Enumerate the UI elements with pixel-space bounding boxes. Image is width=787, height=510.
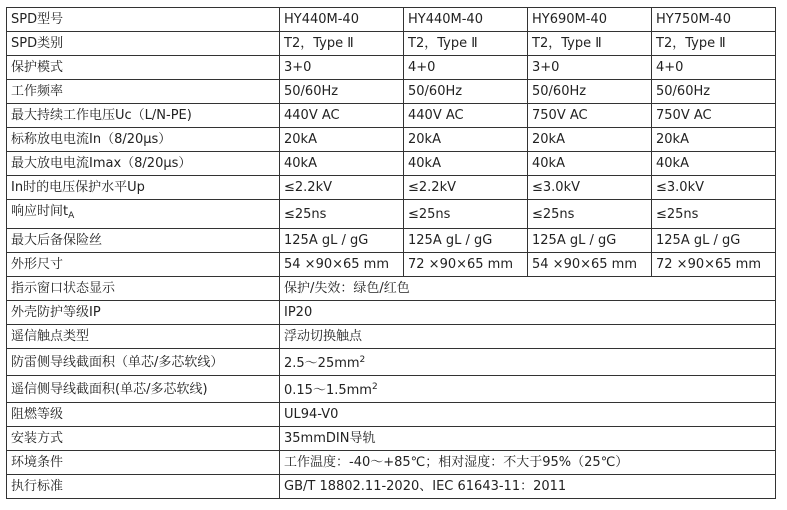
row-label: 保护模式 bbox=[7, 56, 280, 80]
table-cell: ≤25ns bbox=[280, 200, 404, 229]
table-cell: 20kA bbox=[404, 128, 528, 152]
table-row bbox=[7, 8, 776, 32]
table-row bbox=[7, 301, 776, 325]
table-row bbox=[7, 80, 776, 104]
table-cell: 440V AC bbox=[404, 104, 528, 128]
table-row bbox=[7, 200, 776, 229]
table-cell: 50/60Hz bbox=[404, 80, 528, 104]
row-label: 外形尺寸 bbox=[7, 253, 280, 277]
table-cell: 20kA bbox=[652, 128, 776, 152]
table-cell: 72 ×90×65 mm bbox=[404, 253, 528, 277]
table-row bbox=[7, 277, 776, 301]
table-row bbox=[7, 176, 776, 200]
cell-value-text: 0.15～1.5mm bbox=[284, 383, 372, 398]
table-cell: T2，Type Ⅱ bbox=[280, 32, 404, 56]
table-row bbox=[7, 475, 776, 499]
table-cell-merged bbox=[280, 349, 776, 376]
table-cell: 40kA bbox=[528, 152, 652, 176]
table-cell: ≤25ns bbox=[652, 200, 776, 229]
cell-value-superscript: 2 bbox=[359, 355, 366, 365]
table-row bbox=[7, 403, 776, 427]
row-label: 标称放电电流In（8/20μs） bbox=[7, 128, 280, 152]
table-cell: 125A gL / gG bbox=[280, 229, 404, 253]
table-cell: HY440M-40 bbox=[404, 8, 528, 32]
row-label: In时的电压保护水平Up bbox=[7, 176, 280, 200]
table-cell: 750V AC bbox=[652, 104, 776, 128]
table-cell: T2，Type Ⅱ bbox=[528, 32, 652, 56]
table-row bbox=[7, 427, 776, 451]
table-row bbox=[7, 152, 776, 176]
row-label: 防雷侧导线截面积（单芯/多芯软线） bbox=[7, 349, 280, 376]
table-cell-merged: IP20 bbox=[280, 301, 776, 325]
table-cell-merged: GB/T 18802.11-2020、IEC 61643-11：2011 bbox=[280, 475, 776, 499]
table-cell: 54 ×90×65 mm bbox=[528, 253, 652, 277]
table-cell: 50/60Hz bbox=[652, 80, 776, 104]
table-cell: T2，Type Ⅱ bbox=[404, 32, 528, 56]
table-row bbox=[7, 128, 776, 152]
table-row bbox=[7, 32, 776, 56]
table-cell-merged: 35mmDIN导轨 bbox=[280, 427, 776, 451]
table-cell: 50/60Hz bbox=[280, 80, 404, 104]
table-cell: 125A gL / gG bbox=[404, 229, 528, 253]
row-label-subscript: A bbox=[68, 211, 75, 221]
row-label: 指示窗口状态显示 bbox=[7, 277, 280, 301]
table-cell-merged: 工作温度：-40～+85℃；相对湿度：不大于95%（25℃） bbox=[280, 451, 776, 475]
table-row bbox=[7, 104, 776, 128]
row-label: 最大持续工作电压Uc（L/N-PE) bbox=[7, 104, 280, 128]
table-row bbox=[7, 376, 776, 403]
table-cell: 40kA bbox=[280, 152, 404, 176]
table-row bbox=[7, 253, 776, 277]
row-label: 遥信触点类型 bbox=[7, 325, 280, 349]
table-row bbox=[7, 56, 776, 80]
table-cell: 125A gL / gG bbox=[528, 229, 652, 253]
row-label: 执行标准 bbox=[7, 475, 280, 499]
table-cell: ≤2.2kV bbox=[404, 176, 528, 200]
table-cell: ≤25ns bbox=[528, 200, 652, 229]
table-cell: HY690M-40 bbox=[528, 8, 652, 32]
row-label: SPD型号 bbox=[7, 8, 280, 32]
spec-table bbox=[6, 7, 776, 499]
cell-value-text: 2.5～25mm bbox=[284, 356, 360, 371]
table-cell: 750V AC bbox=[528, 104, 652, 128]
row-label: SPD类别 bbox=[7, 32, 280, 56]
table-cell: 20kA bbox=[280, 128, 404, 152]
row-label: 最大后备保险丝 bbox=[7, 229, 280, 253]
table-cell: ≤2.2kV bbox=[280, 176, 404, 200]
row-label bbox=[7, 200, 280, 229]
table-cell: 54 ×90×65 mm bbox=[280, 253, 404, 277]
table-cell: 125A gL / gG bbox=[652, 229, 776, 253]
table-row bbox=[7, 325, 776, 349]
table-row bbox=[7, 451, 776, 475]
table-cell-merged: 保护/失效：绿色/红色 bbox=[280, 277, 776, 301]
table-cell: 3+0 bbox=[528, 56, 652, 80]
table-cell: 40kA bbox=[404, 152, 528, 176]
table-cell: 72 ×90×65 mm bbox=[652, 253, 776, 277]
table-cell: ≤3.0kV bbox=[528, 176, 652, 200]
table-cell: ≤25ns bbox=[404, 200, 528, 229]
table-cell: 440V AC bbox=[280, 104, 404, 128]
row-label: 工作频率 bbox=[7, 80, 280, 104]
row-label: 最大放电电流Imax（8/20μs） bbox=[7, 152, 280, 176]
table-cell-merged: UL94-V0 bbox=[280, 403, 776, 427]
row-label-text: 响应时间t bbox=[11, 204, 69, 219]
table-cell: 40kA bbox=[652, 152, 776, 176]
row-label: 外壳防护等级IP bbox=[7, 301, 280, 325]
table-cell: 4+0 bbox=[404, 56, 528, 80]
row-label: 遥信侧导线截面积(单芯/多芯软线) bbox=[7, 376, 280, 403]
table-cell: HY750M-40 bbox=[652, 8, 776, 32]
table-cell: 20kA bbox=[528, 128, 652, 152]
table-cell: 4+0 bbox=[652, 56, 776, 80]
table-cell: 50/60Hz bbox=[528, 80, 652, 104]
table-cell: HY440M-40 bbox=[280, 8, 404, 32]
table-row bbox=[7, 229, 776, 253]
row-label: 安装方式 bbox=[7, 427, 280, 451]
row-label: 环境条件 bbox=[7, 451, 280, 475]
cell-value-superscript: 2 bbox=[371, 382, 378, 392]
table-cell-merged bbox=[280, 376, 776, 403]
table-cell: ≤3.0kV bbox=[652, 176, 776, 200]
table-cell-merged: 浮动切换触点 bbox=[280, 325, 776, 349]
row-label: 阻燃等级 bbox=[7, 403, 280, 427]
table-cell: T2，Type Ⅱ bbox=[652, 32, 776, 56]
table-cell: 3+0 bbox=[280, 56, 404, 80]
spec-table-container bbox=[6, 7, 776, 499]
table-row bbox=[7, 349, 776, 376]
